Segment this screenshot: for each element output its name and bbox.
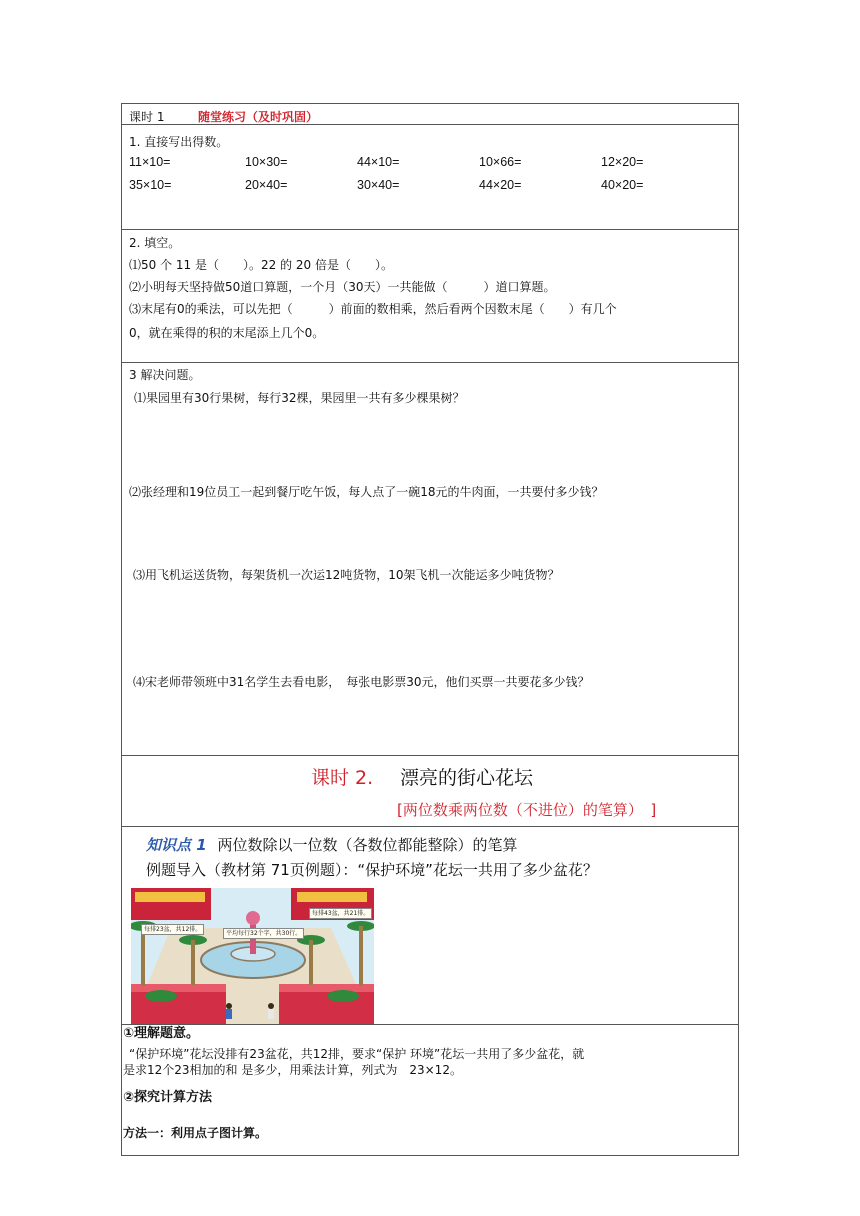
step1-text-2: 是求12个23相加的和 是多少，用乘法计算，列式为 23×12。 bbox=[123, 1063, 462, 1077]
q1-r1-c2: 10×30= bbox=[245, 155, 288, 169]
rule-illustration bbox=[121, 1024, 739, 1025]
rule-lesson2 bbox=[121, 826, 739, 827]
note-center: 平均每行32个字，共30行。 bbox=[223, 928, 304, 939]
note-left: 每排23盆，共12排。 bbox=[141, 924, 204, 935]
q1-r1-c3: 44×10= bbox=[357, 155, 400, 169]
q3-item-4: ⑷宋老师带领班中31名学生去看电影， 每张电影票30元，他们买票一共要花多少钱？ bbox=[133, 675, 590, 689]
q1-r2-c5: 40×20= bbox=[601, 178, 644, 192]
rule-header bbox=[121, 124, 739, 125]
knowledge-point bbox=[146, 836, 517, 854]
lesson-label: 课时 1 bbox=[129, 110, 165, 124]
example-intro: 例题导入（教材第 71页例题）：“保护环境”花坛一共用了多少盆花？ bbox=[146, 861, 598, 879]
knowledge-title: 两位数除以一位数（各数位都能整除）的笔算 bbox=[217, 836, 518, 854]
lesson2-title: 漂亮的街心花坛 bbox=[400, 767, 534, 789]
rule-q1 bbox=[121, 229, 739, 230]
q1-r1-c4: 10×66= bbox=[479, 155, 522, 169]
note-right: 每排43盆，共21排。 bbox=[309, 908, 372, 919]
q2-item-3: ⑶末尾有0的乘法，可以先把（ ）前面的数相乘，然后看两个因数末尾（ ）有几个 bbox=[129, 302, 617, 316]
q1-title: 1. 直接写出得数。 bbox=[129, 135, 229, 149]
q1-r1-c1: 11×10= bbox=[129, 155, 171, 169]
practice-heading: 随堂练习（及时巩固） bbox=[198, 110, 319, 124]
method-one: 方法一：利用点子图计算。 bbox=[123, 1126, 268, 1140]
rule-q3 bbox=[121, 755, 739, 756]
q3-item-2: ⑵张经理和19位员工一起到餐厅吃午饭，每人点了一碗18元的牛肉面，一共要付多少钱？ bbox=[129, 485, 604, 499]
q1-r1-c5: 12×20= bbox=[601, 155, 644, 169]
step1-title: ①理解题意。 bbox=[123, 1026, 200, 1041]
step2-title: ②探究计算方法 bbox=[123, 1090, 213, 1105]
rule-q2 bbox=[121, 362, 739, 363]
lesson2-label: 课时 2. bbox=[311, 767, 374, 789]
q1-r2-c2: 20×40= bbox=[245, 178, 288, 192]
q2-title: 2. 填空。 bbox=[129, 236, 181, 250]
q2-item-1: ⑴50 个 11 是（ ）。22 的 20 倍是（ ）。 bbox=[129, 258, 393, 272]
q1-r2-c3: 30×40= bbox=[357, 178, 400, 192]
q2-item-2: ⑵小明每天坚持做50道口算题，一个月（30天）一共能做（ ）道口算题。 bbox=[129, 280, 556, 294]
knowledge-label: 知识点 1 bbox=[146, 836, 207, 854]
flower-bed-illustration bbox=[131, 888, 374, 1024]
lesson2-subtitle: [两位数乘两位数（不进位）的笔算） ] bbox=[397, 801, 657, 819]
q1-r2-c1: 35×10= bbox=[129, 178, 172, 192]
q2-item-3-cont: 0，就在乘得的积的末尾添上几个0。 bbox=[129, 326, 325, 340]
q3-item-1: ⑴果园里有30行果树，每行32棵，果园里一共有多少棵果树？ bbox=[134, 391, 465, 405]
q1-r2-c4: 44×20= bbox=[479, 178, 522, 192]
q3-item-3: ⑶用飞机运送货物，每架货机一次运12吨货物，10架飞机一次能运多少吨货物？ bbox=[133, 568, 560, 582]
step1-text-1: “保护环境”花坛没排有23盆花，共12排，要求“保护 环境”花坛一共用了多少盆花，就 bbox=[129, 1047, 585, 1061]
q3-title: 3 解决问题。 bbox=[129, 368, 201, 382]
